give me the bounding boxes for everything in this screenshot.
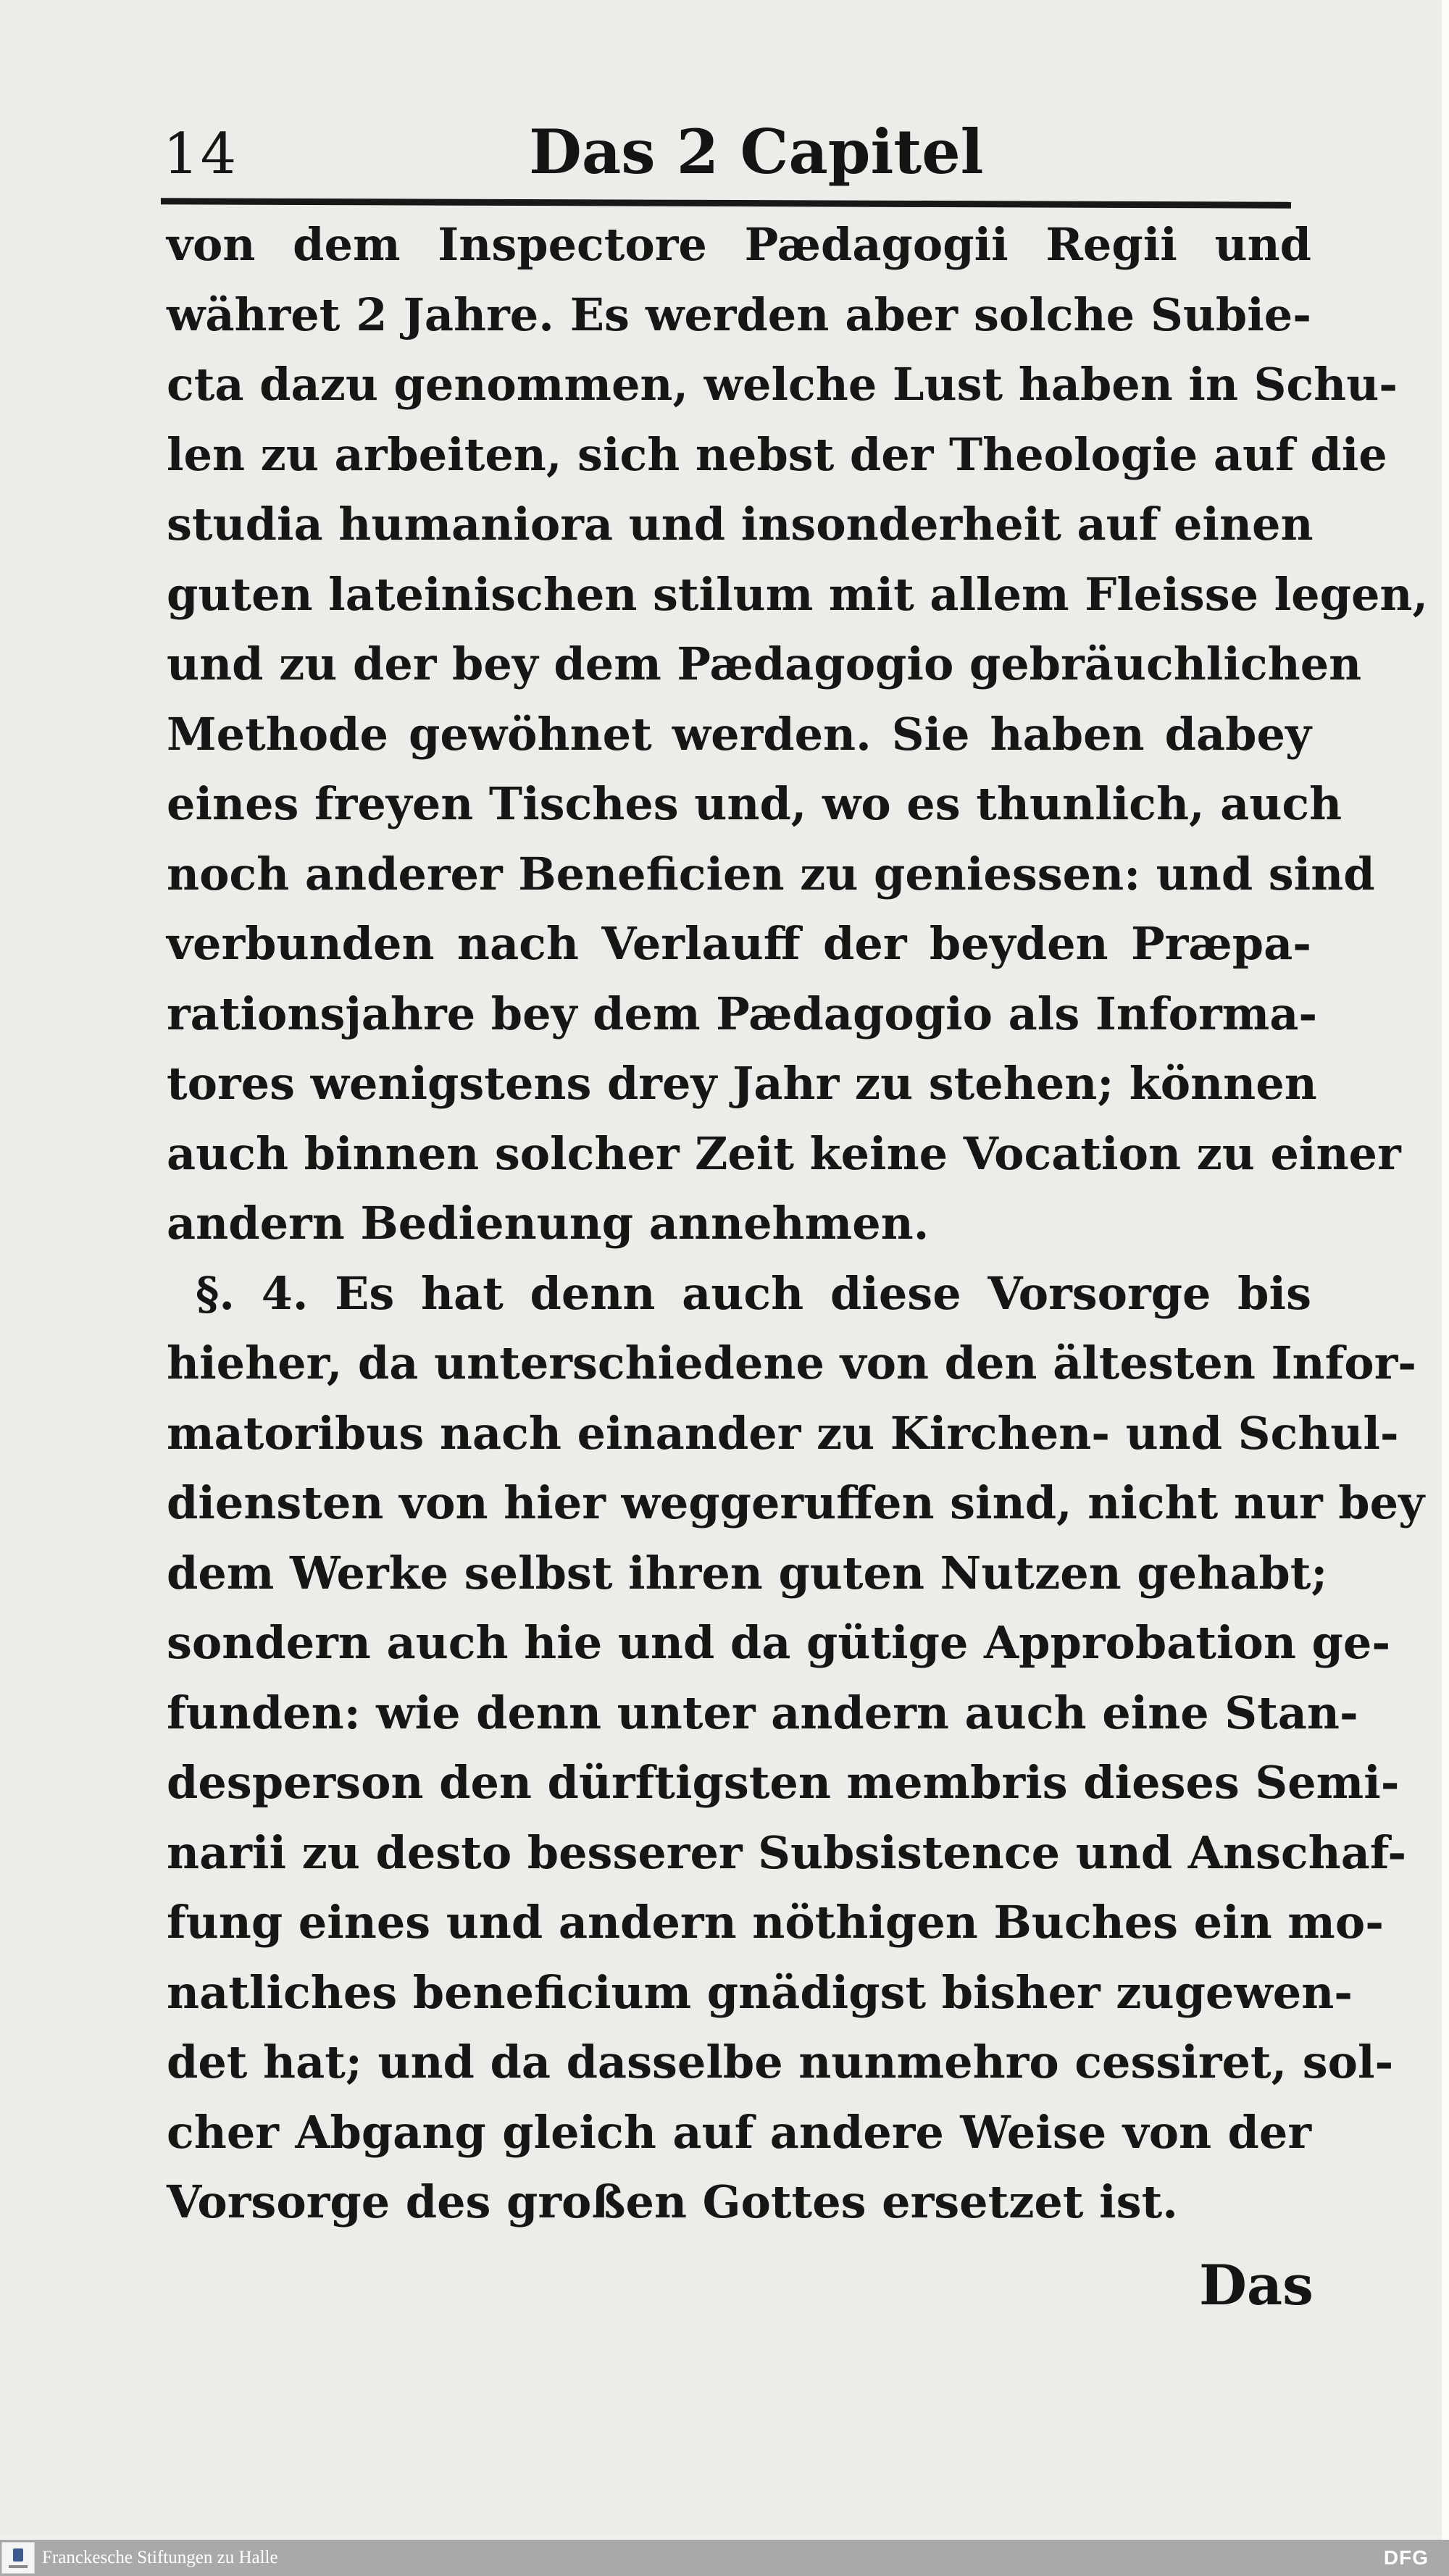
text-line: cher Abgang gleich auf andere Weise von der — [167, 2105, 1311, 2159]
text-line: len zu arbeiten, sich nebst der Theologie auf die — [167, 427, 1387, 481]
page-header — [163, 109, 1304, 196]
text-line: natliches beneficium gnädigst bisher zugewen- — [167, 1965, 1353, 2019]
text-line: sondern auch hie und da gütige Approbation ge- — [167, 1616, 1391, 1669]
text-line: Methode gewöhnet werden. Sie haben dabey — [167, 707, 1311, 761]
text-line: währet 2 Jahre. Es werden aber solche Subie- — [167, 288, 1311, 341]
text-line: det hat; und da dasselbe nunmehro cessiret, sol- — [167, 2036, 1394, 2088]
body-text — [167, 210, 1429, 2238]
text-line: studia humaniora und insonderheit auf einen — [167, 498, 1314, 551]
running-head: Das 2 Capitel — [529, 116, 984, 188]
text-line: andern Bedienung annehmen. — [167, 1197, 930, 1250]
text-line: fung eines und andern nöthigen Buches ein mo- — [167, 1896, 1384, 1949]
text-line: verbunden nach Verlauff der beyden Præpa- — [167, 917, 1311, 970]
text-line: und zu der bey dem Pædagogio gebräuchlichen — [167, 637, 1362, 690]
text-line: desperson den dürftigsten membris dieses Semi- — [167, 1756, 1400, 1809]
text-line: dem Werke selbst ihren guten Nutzen gehabt; — [167, 1546, 1328, 1599]
dfg-badge: DFG — [1383, 2546, 1429, 2569]
page-edge — [1442, 0, 1449, 2576]
text-line: funden: wie denn unter andern auch eine Stan- — [167, 1686, 1358, 1739]
page-number: 14 — [163, 122, 238, 187]
catchword: Das — [1199, 2253, 1314, 2317]
text-line: eines freyen Tisches und, wo es thunlich, auch — [167, 777, 1342, 830]
text-line: narii zu desto besserer Subsistence und Anschaf- — [167, 1826, 1407, 1879]
institution-name: Franckesche Stiftungen zu Halle — [42, 2548, 278, 2567]
text-line: diensten von hier weggeruffen sind, nicht nur bey — [167, 1476, 1425, 1529]
text-line: cta dazu genommen, welche Lust haben in Schu- — [167, 358, 1398, 411]
text-line: von dem Inspectore Pædagogii Regii und — [167, 218, 1311, 271]
section-heading-line: §. 4. Es hat denn auch diese Vorsorge bis — [196, 1266, 1311, 1320]
text-line: noch anderer Beneficien zu geniessen: und sind — [167, 847, 1375, 900]
institution-logo-icon — [1, 2542, 35, 2574]
text-line: guten lateinischen stilum mit allem Fleisse legen, — [167, 567, 1429, 621]
text-line: rationsjahre bey dem Pædagogio als Informa- — [167, 987, 1318, 1040]
text-line: tores wenigstens drey Jahr zu stehen; können — [167, 1057, 1317, 1110]
text-line: hieher, da unterschiedene von den ältesten Infor- — [167, 1337, 1417, 1389]
text-line: matoribus nach einander zu Kirchen- und Schul- — [167, 1406, 1399, 1460]
text-line: Vorsorge des großen Gottes ersetzet ist. — [167, 2175, 1178, 2228]
text-line: auch binnen solcher Zeit keine Vocation zu einer — [167, 1126, 1401, 1180]
